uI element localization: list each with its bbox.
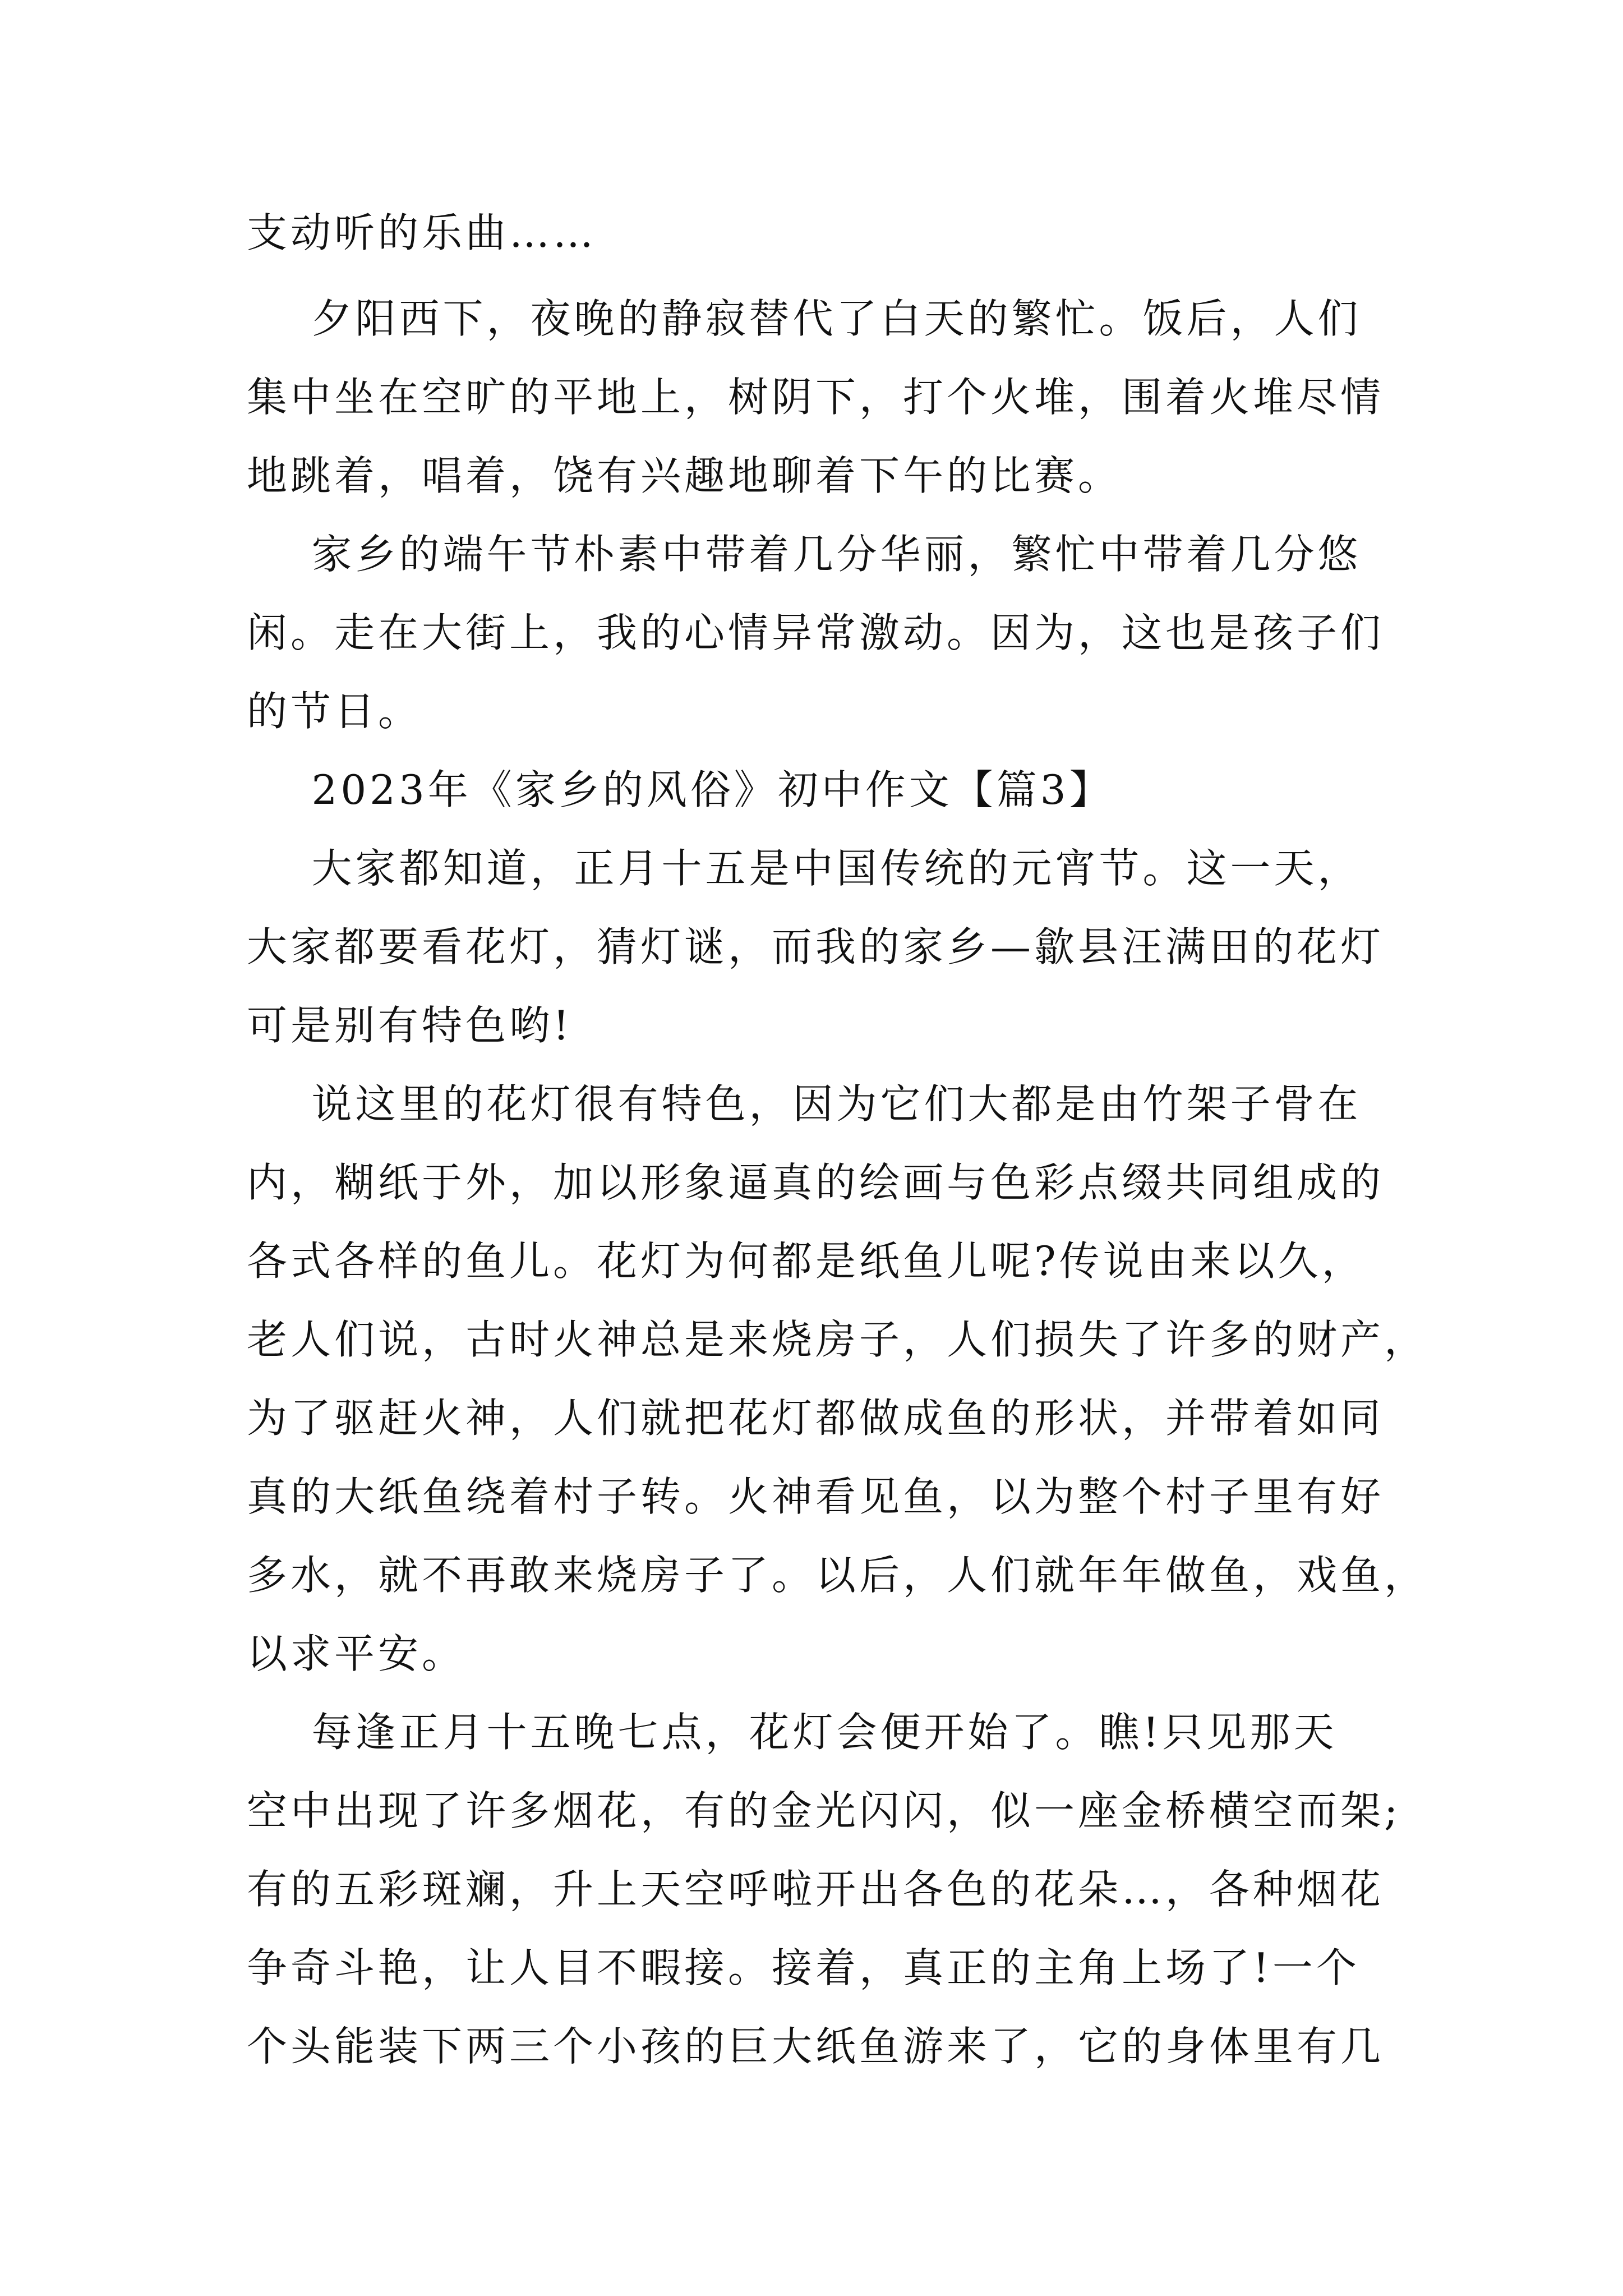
text-line: 真的大纸鱼绕着村子转。火神看见鱼，以为整个村子里有好: [247, 1473, 1385, 1520]
text-line: 每逢正月十五晚七点，花灯会便开始了。瞧!只见那天: [247, 1709, 1338, 1756]
text-line: 的节日。: [247, 688, 422, 735]
text-line: 有的五彩斑斓，升上天空呼啦开出各色的花朵…，各种烟花: [247, 1866, 1385, 1913]
text-line: 为了驱赶火神，人们就把花灯都做成鱼的形状，并带着如同: [247, 1395, 1385, 1442]
text-line: 各式各样的鱼儿。花灯为何都是纸鱼儿呢?传说由来以久，: [247, 1237, 1366, 1285]
text-line: 多水，就不再敢来烧房子了。以后，人们就年年做鱼，戏鱼，: [247, 1552, 1428, 1599]
text-line: 空中出现了许多烟花，有的金光闪闪，似一座金桥横空而架;: [247, 1787, 1401, 1834]
section-heading: 2023年《家乡的风俗》初中作文【篇3】: [247, 766, 1113, 813]
text-line: 大家都知道，正月十五是中国传统的元宵节。这一天，: [247, 845, 1362, 892]
text-line: 个头能装下两三个小孩的巨大纸鱼游来了，它的身体里有几: [247, 2023, 1385, 2070]
text-line: 集中坐在空旷的平地上，树阴下，打个火堆，围着火堆尽情: [247, 374, 1385, 421]
text-line: 支动听的乐曲……: [247, 209, 597, 256]
text-line: 夕阳西下，夜晚的静寂替代了白天的繁忙。饭后，人们: [247, 295, 1362, 342]
text-line: 以求平安。: [247, 1630, 466, 1677]
text-line: 可是别有特色哟!: [247, 1002, 573, 1049]
text-line: 地跳着，唱着，饶有兴趣地聊着下午的比赛。: [247, 452, 1122, 499]
text-line: 内，糊纸于外，加以形象逼真的绘画与色彩点缀共同组成的: [247, 1159, 1385, 1206]
text-line: 家乡的端午节朴素中带着几分华丽，繁忙中带着几分悠: [247, 531, 1362, 578]
text-line: 闲。走在大街上，我的心情异常激动。因为，这也是孩子们: [247, 609, 1385, 656]
text-line: 老人们说，古时火神总是来烧房子，人们损失了许多的财产，: [247, 1316, 1428, 1363]
text-line: 说这里的花灯很有特色，因为它们大都是由竹架子骨在: [247, 1080, 1362, 1128]
text-line: 争奇斗艳，让人目不暇接。接着，真正的主角上场了!一个: [247, 1944, 1360, 1991]
text-line: 大家都要看花灯，猜灯谜，而我的家乡—歙县汪满田的花灯: [247, 923, 1385, 970]
